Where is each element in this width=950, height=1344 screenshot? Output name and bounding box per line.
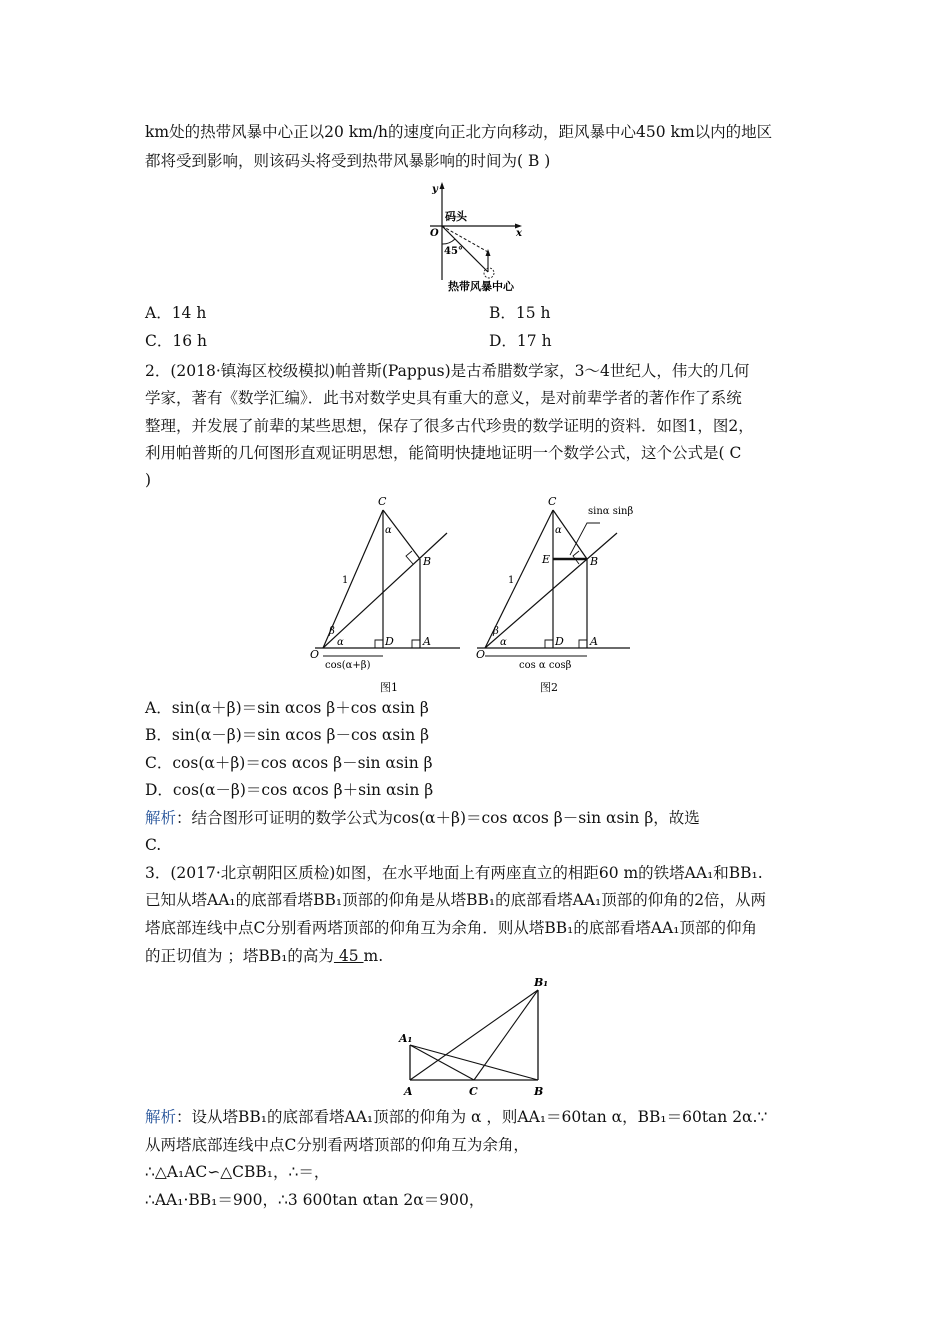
q3-line-3: 塔底部连线中点C分别看两塔顶部的仰角互为余角．则从塔BB₁的底部看塔AA₁顶部的仰角 bbox=[145, 919, 757, 937]
fig1-label-d: D bbox=[385, 635, 394, 648]
q3-line-1: 3．(2017·北京朝阳区质检)如图，在水平地面上有两座直立的相距60 m的铁塔AA₁和BB₁. bbox=[145, 864, 763, 882]
fig1-label-c: C bbox=[378, 495, 387, 508]
storm-figure bbox=[410, 180, 545, 295]
fig2-label-e: E bbox=[542, 553, 551, 566]
fig2-alpha: α bbox=[500, 637, 507, 648]
q2-line-2: 学家，著有《数学汇编》．此书对数学史具有重大的意义，是对前辈学者的著作作了系统 bbox=[145, 389, 742, 407]
fig1-label-a: A bbox=[423, 635, 431, 648]
fig1-label-b: B bbox=[423, 555, 432, 568]
q2-line-3: 整理，并发展了前辈的某些思想，保存了很多古代珍贵的数学证明的资料．如图1，图2， bbox=[145, 417, 754, 435]
fig2-label-c: C bbox=[548, 495, 557, 508]
fig1-alpha: α bbox=[337, 637, 344, 648]
fig2-label-d: D bbox=[555, 635, 564, 648]
q3-line-2: 已知从塔AA₁的底部看塔BB₁顶部的仰角是从塔BB₁的底部看塔AA₁顶部的仰角的2倍，从两 bbox=[145, 891, 767, 909]
angle-label: 45° bbox=[444, 246, 463, 257]
y-axis-label: y bbox=[432, 184, 438, 195]
q2-option-c: C．cos(α＋β)＝cos αcos β－sin αsin β bbox=[145, 754, 433, 772]
q1-line-1: km处的热带风暴中心正以20 km/h的速度向正北方向移动，距风暴中心450 km以内的地区 bbox=[145, 123, 773, 141]
q1-option-d: D．17 h bbox=[489, 332, 552, 350]
q3-line-4-b: m. bbox=[363, 947, 384, 965]
x-axis-label: x bbox=[516, 228, 522, 239]
q2-analysis-text: ：结合图形可证明的数学公式为cos(α＋β)＝cos αcos β－sin αsin β，故选 bbox=[176, 809, 700, 827]
q2-option-a: A．sin(α＋β)＝sin αcos β＋cos αsin β bbox=[145, 699, 429, 717]
fig2-side-one: 1 bbox=[508, 575, 515, 586]
wharf-label: 码头 bbox=[445, 210, 467, 223]
tower-label-b: B bbox=[534, 1085, 544, 1098]
figure-1 bbox=[305, 493, 465, 693]
tower-label-a1: A₁ bbox=[399, 1032, 413, 1045]
fig2-sin-product-label: sinα sinβ bbox=[588, 506, 634, 517]
fig1-caption: 图1 bbox=[380, 681, 398, 693]
q2-analysis bbox=[145, 807, 700, 829]
q2-analysis-2: C. bbox=[145, 836, 162, 854]
q1-option-c: C．16 h bbox=[145, 332, 207, 350]
tower-label-c: C bbox=[469, 1085, 478, 1098]
q2-analysis-label: 解析 bbox=[145, 809, 177, 827]
q2-line-5: ) bbox=[145, 471, 152, 489]
q2-line-1: 2．(2018·镇海区校级模拟)帕普斯(Pappus)是古希腊数学家，3～4世纪人，伟大的几何 bbox=[145, 362, 750, 380]
figure-2 bbox=[475, 493, 635, 693]
fig1-base-label: cos(α+β) bbox=[325, 660, 371, 671]
fig2-label-b: B bbox=[590, 555, 599, 568]
fig1-side-one: 1 bbox=[342, 575, 349, 586]
fig1-alpha-top: α bbox=[385, 525, 392, 536]
storm-center-label: 热带风暴中心 bbox=[448, 280, 514, 293]
q2-option-b: B．sin(α－β)＝sin αcos β－cos αsin β bbox=[145, 726, 430, 744]
fig1-beta: β bbox=[329, 626, 335, 637]
q3-analysis-label: 解析 bbox=[145, 1108, 177, 1126]
fig2-label-a: A bbox=[590, 635, 598, 648]
tower-label-b1: B₁ bbox=[534, 976, 549, 989]
towers-figure bbox=[395, 975, 555, 1100]
q3-line-4 bbox=[145, 945, 383, 967]
q1-line-2: 都将受到影响，则该码头将受到热带风暴影响的时间为( B ) bbox=[145, 152, 551, 170]
q3-analysis-4: ∴AA₁·BB₁＝900，∴3 600tan αtan 2α＝900， bbox=[145, 1191, 485, 1209]
q2-line-4: 利用帕普斯的几何图形直观证明思想，能简明快捷地证明一个数学公式，这个公式是( C bbox=[145, 444, 742, 462]
fig2-base-label: cos α cosβ bbox=[519, 660, 572, 671]
q3-analysis-2: 从两塔底部连线中点C分别看两塔顶部的仰角互为余角， bbox=[145, 1136, 529, 1154]
fig2-label-o: O bbox=[476, 648, 486, 661]
fig2-alpha-top: α bbox=[555, 525, 562, 536]
q3-answer: 45 bbox=[333, 947, 364, 965]
q3-analysis-3: ∴△A₁AC∽△CBB₁，∴＝， bbox=[145, 1163, 330, 1181]
q3-analysis-text: ：设从塔BB₁的底部看塔AA₁顶部的仰角为 α ，则AA₁＝60tan α，BB₁＝60tan 2α.∵ bbox=[176, 1108, 768, 1126]
fig1-label-o: O bbox=[310, 648, 320, 661]
tower-label-a: A bbox=[404, 1085, 413, 1098]
q3-analysis-1 bbox=[145, 1106, 767, 1128]
fig2-caption: 图2 bbox=[540, 681, 558, 693]
q1-option-b: B．15 h bbox=[489, 304, 551, 322]
origin-label: O bbox=[430, 228, 439, 239]
fig2-beta: β bbox=[493, 626, 499, 637]
q2-option-d: D．cos(α－β)＝cos αcos β＋sin αsin β bbox=[145, 781, 434, 799]
q1-option-a: A．14 h bbox=[145, 304, 207, 322]
q3-line-4-a: 的正切值为 ；塔BB₁的高为 bbox=[145, 947, 334, 965]
